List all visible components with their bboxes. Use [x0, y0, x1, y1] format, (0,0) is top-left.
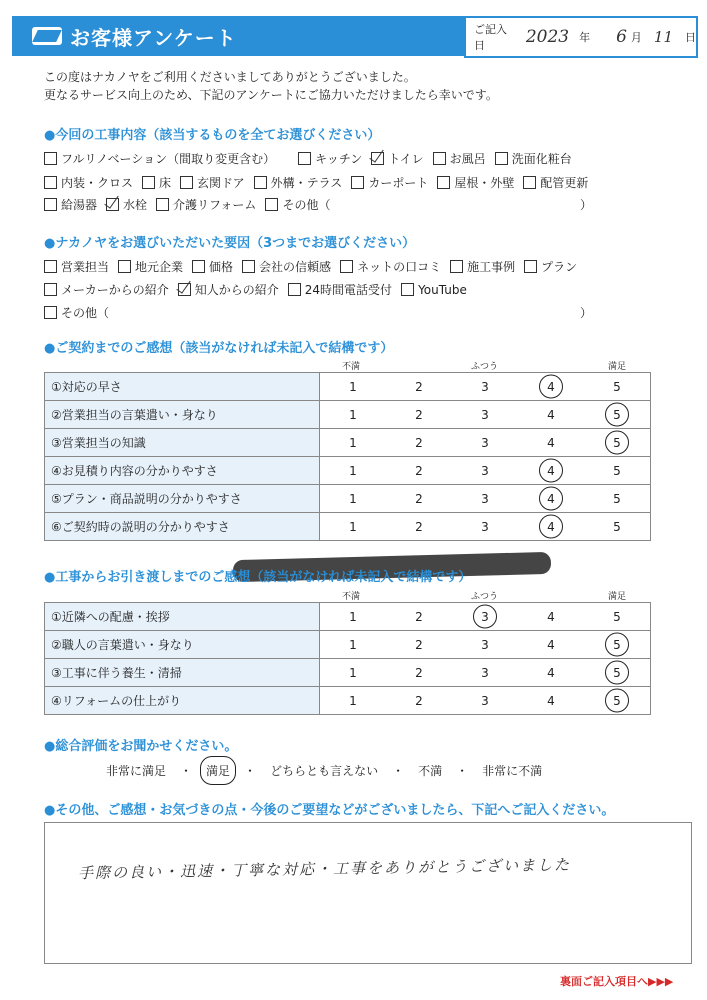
- q2-row-3: [44, 304, 118, 321]
- q5-title: ●総合評価をお聞かせください。: [44, 739, 238, 754]
- q2-option[interactable]: [44, 258, 109, 275]
- company-logo-icon: [32, 27, 62, 45]
- rating-option-selected[interactable]: 3: [452, 603, 518, 631]
- q2-option[interactable]: [288, 281, 392, 298]
- option-label: 屋根・外壁: [454, 176, 515, 190]
- checkbox[interactable]: [523, 176, 536, 189]
- rating-option-selected[interactable]: 4: [518, 457, 584, 485]
- rating-option-selected[interactable]: 4: [518, 485, 584, 513]
- option-label: 会社の信頼感: [259, 260, 332, 274]
- overall-rating: [106, 762, 556, 779]
- checkbox[interactable]: [142, 176, 155, 189]
- checkbox[interactable]: [180, 176, 193, 189]
- intro-line-1: この度はナカノヤをご利用くださいましてありがとうございました。: [44, 70, 416, 84]
- rating-row: [45, 631, 651, 659]
- option-label: 地元企業: [135, 260, 184, 274]
- date-day: 11: [653, 28, 673, 46]
- q4-title: ●工事からお引き渡しまでのご感想（該当がなければ未記入で結構です）: [44, 570, 472, 585]
- rating-option[interactable]: 3: [452, 485, 518, 513]
- rating-row: [45, 485, 651, 513]
- checkbox[interactable]: [437, 176, 450, 189]
- checkbox-checked[interactable]: [178, 283, 191, 296]
- q6-title: ●その他、ご感想・お気づきの点・今後のご要望などがございましたら、下記へご記入ください。: [44, 803, 615, 818]
- rating-option-selected[interactable]: 5: [584, 659, 651, 687]
- rating-row: [45, 373, 651, 401]
- q1-option[interactable]: [495, 150, 572, 167]
- option-label: 水栓: [123, 198, 148, 212]
- rating-option[interactable]: 2: [386, 401, 452, 429]
- scale-high: 満足: [608, 362, 627, 372]
- date-year: 2023: [525, 27, 570, 47]
- rating-option[interactable]: 3: [452, 687, 518, 715]
- option-label: フルリノベーション（間取り変更含む）: [61, 152, 276, 166]
- option-label: お風呂: [449, 152, 486, 166]
- option-label: その他（: [282, 198, 331, 212]
- rating-option-selected[interactable]: 5: [584, 429, 651, 457]
- option-label: 給湯器: [61, 198, 98, 212]
- rating-row: [45, 457, 651, 485]
- rating-option[interactable]: 3: [452, 373, 518, 401]
- q2-other-close: ）: [580, 306, 593, 320]
- rating-row-label: ④お見積り内容の分かりやすさ: [45, 457, 320, 485]
- q1-option[interactable]: [106, 196, 147, 213]
- q1-row-2: [44, 174, 597, 191]
- rating-option[interactable]: 5: [584, 603, 651, 631]
- checkbox[interactable]: [254, 176, 267, 189]
- page-title: お客様アンケート: [70, 25, 237, 50]
- checkbox[interactable]: [44, 306, 57, 319]
- rating-option-selected[interactable]: 5: [584, 687, 651, 715]
- header-bar: [12, 16, 464, 56]
- rating-row: [45, 603, 651, 631]
- rating-row: [45, 513, 651, 541]
- rating-row-label: ①近隣への配慮・挨拶: [45, 603, 320, 631]
- scale-low: 不満: [342, 592, 361, 602]
- rating-option[interactable]: 1: [320, 659, 387, 687]
- option-label: キッチン: [315, 152, 363, 166]
- q1-row-3: [44, 196, 339, 213]
- separator: ・: [456, 764, 469, 778]
- option-label: 内装・クロス: [61, 176, 134, 190]
- rating-option[interactable]: 1: [320, 631, 387, 659]
- q1-option[interactable]: [371, 150, 423, 167]
- rating-option[interactable]: 3: [452, 429, 518, 457]
- q1-row-1: [44, 150, 581, 167]
- checkbox-checked[interactable]: [371, 152, 384, 165]
- q2-title: ●ナカノヤをお選びいただいた要因（3つまでお選びください）: [44, 236, 416, 251]
- rating-option[interactable]: 1: [320, 485, 387, 513]
- option-label: 営業担当: [61, 260, 110, 274]
- rating-row-label: ⑤プラン・商品説明の分かりやすさ: [45, 485, 320, 513]
- checkbox[interactable]: [401, 283, 414, 296]
- q4-rating-table: [44, 602, 651, 715]
- checkbox[interactable]: [433, 152, 446, 165]
- q1-option[interactable]: [437, 174, 514, 191]
- q2-option[interactable]: [450, 258, 515, 275]
- overall-option[interactable]: 不満: [418, 764, 443, 778]
- rating-option-selected[interactable]: 4: [518, 513, 584, 541]
- q1-option[interactable]: [44, 174, 133, 191]
- rating-option[interactable]: 5: [584, 373, 651, 401]
- rating-row: [45, 429, 651, 457]
- rating-option[interactable]: 1: [320, 687, 387, 715]
- q1-option[interactable]: [180, 174, 245, 191]
- rating-option[interactable]: 4: [518, 687, 584, 715]
- date-year-unit: 年: [579, 31, 591, 44]
- rating-option[interactable]: 4: [518, 429, 584, 457]
- checkbox[interactable]: [340, 260, 353, 273]
- rating-option[interactable]: 1: [320, 429, 387, 457]
- scale-low: 不満: [342, 362, 361, 372]
- checkbox[interactable]: [192, 260, 205, 273]
- rating-option[interactable]: 3: [452, 457, 518, 485]
- q1-option[interactable]: [298, 150, 362, 167]
- q2-option[interactable]: [178, 281, 279, 298]
- checkbox[interactable]: [265, 198, 278, 211]
- intro-line-2: 更なるサービス向上のため、下記のアンケートにご協力いただけましたら幸いです。: [44, 88, 498, 102]
- option-label: 外構・テラス: [270, 176, 343, 190]
- date-month: 6: [616, 27, 627, 47]
- rating-option[interactable]: 5: [584, 457, 651, 485]
- option-label: 玄関ドア: [197, 176, 245, 190]
- checkbox-checked[interactable]: [106, 198, 119, 211]
- rating-option[interactable]: 4: [518, 401, 584, 429]
- rating-option[interactable]: 3: [452, 401, 518, 429]
- rating-option[interactable]: 2: [386, 513, 452, 541]
- rating-option[interactable]: 3: [452, 513, 518, 541]
- checkbox[interactable]: [118, 260, 131, 273]
- rating-row-label: ③営業担当の知識: [45, 429, 320, 457]
- q1-option[interactable]: [44, 150, 275, 167]
- option-label: 洗面化粧台: [511, 152, 572, 166]
- option-label: カーポート: [368, 176, 429, 190]
- q2-option[interactable]: [44, 281, 169, 298]
- option-label: その他（: [61, 306, 110, 320]
- rating-row: [45, 687, 651, 715]
- q2-option[interactable]: [524, 258, 577, 275]
- overall-option[interactable]: どちらとも言えない: [270, 764, 379, 778]
- option-label: 価格: [209, 260, 234, 274]
- option-label: YouTube: [418, 282, 467, 297]
- checkbox[interactable]: [242, 260, 255, 273]
- option-label: メーカーからの紹介: [61, 283, 169, 297]
- q2-option[interactable]: [340, 258, 441, 275]
- checkbox[interactable]: [44, 283, 57, 296]
- q1-option-other[interactable]: [265, 196, 330, 213]
- rating-option[interactable]: 2: [386, 457, 452, 485]
- option-label: 介護リフォーム: [173, 198, 257, 212]
- date-day-unit: 日: [685, 31, 696, 44]
- option-label: プラン: [541, 260, 578, 274]
- q2-option[interactable]: [192, 258, 233, 275]
- overall-option-selected[interactable]: 満足: [206, 764, 231, 778]
- rating-option[interactable]: 1: [320, 373, 387, 401]
- rating-row-label: ②職人の言葉遣い・身なり: [45, 631, 320, 659]
- rating-option[interactable]: 2: [386, 429, 452, 457]
- q1-option[interactable]: [142, 174, 171, 191]
- overall-option[interactable]: 非常に満足: [106, 764, 167, 778]
- rating-option-selected[interactable]: 5: [584, 401, 651, 429]
- next-page-note: 裏面ご記入項目へ▶▶▶: [560, 975, 674, 988]
- rating-option[interactable]: 2: [386, 631, 452, 659]
- checkbox[interactable]: [156, 198, 169, 211]
- q2-row-1: [44, 258, 586, 275]
- option-label: トイレ: [388, 152, 424, 166]
- rating-option[interactable]: 3: [452, 659, 518, 687]
- rating-option[interactable]: 1: [320, 401, 387, 429]
- rating-option[interactable]: 2: [386, 373, 452, 401]
- rating-option[interactable]: 1: [320, 513, 387, 541]
- checkbox[interactable]: [351, 176, 364, 189]
- rating-option[interactable]: 5: [584, 513, 651, 541]
- overall-option[interactable]: 非常に不満: [482, 764, 543, 778]
- rating-row-label: ①対応の早さ: [45, 373, 320, 401]
- rating-row-label: ②営業担当の言葉遣い・身なり: [45, 401, 320, 429]
- checkbox[interactable]: [495, 152, 508, 165]
- q1-option[interactable]: [523, 174, 588, 191]
- q2-option[interactable]: [401, 281, 467, 298]
- rating-option[interactable]: 4: [518, 659, 584, 687]
- rating-row-label: ⑥ご契約時の説明の分かりやすさ: [45, 513, 320, 541]
- checkbox[interactable]: [44, 198, 57, 211]
- rating-option[interactable]: 2: [386, 485, 452, 513]
- separator: ・: [392, 764, 405, 778]
- q3-title: ●ご契約までのご感想（該当がなければ未記入で結構です）: [44, 341, 394, 356]
- rating-row: [45, 401, 651, 429]
- separator: ・: [180, 764, 193, 778]
- rating-option[interactable]: 2: [386, 659, 452, 687]
- scale-mid: ふつう: [471, 362, 499, 372]
- checkbox[interactable]: [450, 260, 463, 273]
- rating-option[interactable]: 1: [320, 457, 387, 485]
- checkbox[interactable]: [524, 260, 537, 273]
- rating-option[interactable]: 4: [518, 631, 584, 659]
- rating-option-selected[interactable]: 5: [584, 631, 651, 659]
- date-label: ご記入日: [474, 23, 507, 52]
- rating-option-selected[interactable]: 4: [518, 373, 584, 401]
- option-label: 配管更新: [540, 176, 589, 190]
- option-label: 24時間電話受付: [304, 283, 393, 297]
- scale-mid: ふつう: [471, 592, 499, 602]
- rating-option[interactable]: 1: [320, 603, 387, 631]
- comment-text: 手際の良い・迅速・丁寧な対応・工事をありがとうございました: [77, 855, 572, 883]
- comment-textarea[interactable]: [44, 822, 692, 964]
- q2-option-other[interactable]: [44, 304, 109, 321]
- option-label: 床: [159, 176, 172, 190]
- rating-option[interactable]: 5: [584, 485, 651, 513]
- q1-option[interactable]: [44, 196, 97, 213]
- rating-row-label: ③工事に伴う養生・清掃: [45, 659, 320, 687]
- separator: ・: [244, 764, 257, 778]
- q2-option[interactable]: [118, 258, 183, 275]
- rating-option[interactable]: 4: [518, 603, 584, 631]
- q1-title: ●今回の工事内容（該当するものを全てお選びください）: [44, 128, 381, 143]
- q1-option[interactable]: [433, 150, 486, 167]
- q1-option[interactable]: [156, 196, 256, 213]
- checkbox[interactable]: [44, 176, 57, 189]
- checkbox[interactable]: [288, 283, 301, 296]
- q2-option[interactable]: [242, 258, 331, 275]
- q1-option[interactable]: [351, 174, 428, 191]
- checkbox[interactable]: [44, 260, 57, 273]
- option-label: 施工事例: [467, 260, 516, 274]
- rating-row: [45, 659, 651, 687]
- q1-option[interactable]: [254, 174, 343, 191]
- checkbox[interactable]: [298, 152, 311, 165]
- rating-option[interactable]: 2: [386, 687, 452, 715]
- q3-rating-table: [44, 372, 651, 541]
- rating-option[interactable]: 3: [452, 631, 518, 659]
- rating-option[interactable]: 2: [386, 603, 452, 631]
- checkbox[interactable]: [44, 152, 57, 165]
- option-label: 知人からの紹介: [194, 283, 279, 297]
- rating-row-label: ④リフォームの仕上がり: [45, 687, 320, 715]
- option-label: ネットの口コミ: [357, 260, 442, 274]
- q2-row-2: [44, 281, 476, 298]
- date-field[interactable]: [464, 16, 698, 58]
- scale-high: 満足: [608, 592, 627, 602]
- q1-other-close: ）: [580, 198, 593, 212]
- date-month-unit: 月: [630, 31, 642, 44]
